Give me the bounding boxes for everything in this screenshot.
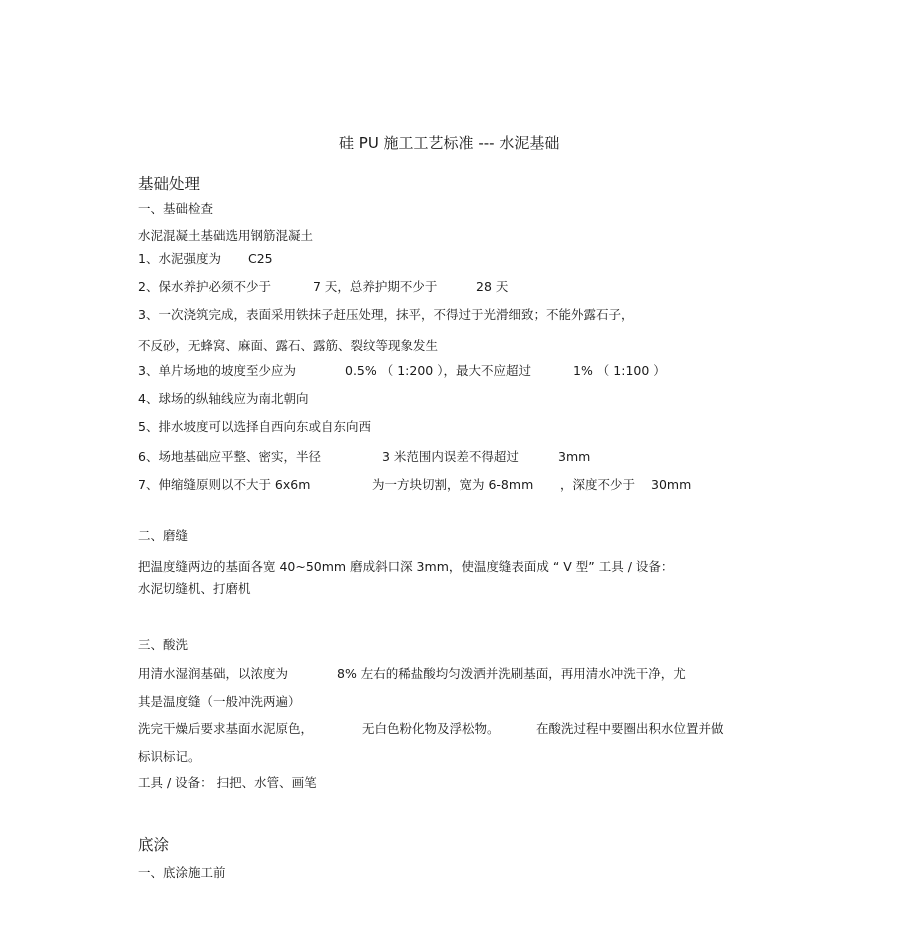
- paragraph: 把温度缝两边的基面各宽 40~50mm 磨成斜口深 3mm，使温度缝表面成 “ V 型” 工具 / 设备：: [138, 559, 674, 574]
- subheading-foundation-check: 一、基础检查: [138, 201, 214, 216]
- list-item: 3、一次浇筑完成，表面采用铁抹子赶压处理，抹平，不得过于光滑细致；不能外露石子，: [138, 307, 634, 322]
- list-item-value: ，深度不少于: [560, 477, 636, 492]
- list-item-value: 30mm: [651, 477, 692, 492]
- list-item-continuation: 不反砂，无蜂窝、麻面、露石、露筋、裂纹等现象发生: [138, 338, 439, 353]
- paragraph: 水泥切缝机、打磨机: [138, 581, 251, 596]
- paragraph: 无白色粉化物及浮松物。: [362, 721, 500, 736]
- list-item-value: 0.5% （ 1:200 ），最大不应超过: [345, 363, 531, 378]
- section-heading-foundation: 基础处理: [138, 175, 201, 193]
- list-item-value: 3 米范围内误差不得超过: [382, 449, 519, 464]
- paragraph: 其是温度缝（一般冲洗两遍）: [138, 694, 301, 709]
- subheading-primer-before: 一、底涂施工前: [138, 865, 226, 880]
- list-item-value: 7 天，总养护期不少于: [313, 279, 438, 294]
- list-item: 4、球场的纵轴线应为南北朝向: [138, 391, 309, 406]
- list-item: 6、场地基础应平整、密实，半径: [138, 449, 321, 464]
- paragraph: 标识标记。: [138, 749, 201, 764]
- paragraph: 水泥混凝土基础选用钢筋混凝土: [138, 228, 314, 243]
- paragraph: 用清水湿润基础，以浓度为: [138, 666, 289, 681]
- list-item: 5、排水坡度可以选择自西向东或自东向西: [138, 419, 371, 434]
- paragraph: 在酸洗过程中要圈出积水位置并做: [536, 721, 724, 736]
- list-item: 3、单片场地的坡度至少应为: [138, 363, 296, 378]
- section-heading-primer: 底涂: [138, 836, 170, 854]
- paragraph: 工具 / 设备： 扫把、水管、画笔: [138, 775, 317, 790]
- list-item: 1、水泥强度为: [138, 251, 221, 266]
- document-title: 硅 PU 施工工艺标准 --- 水泥基础: [339, 134, 560, 152]
- list-item-value: 28 天: [476, 279, 509, 294]
- paragraph: 8% 左右的稀盐酸均匀泼洒并洗刷基面，再用清水冲洗干净，尤: [337, 666, 686, 681]
- list-item-value: 1% （ 1:100 ）: [573, 363, 666, 378]
- list-item-value: C25: [248, 251, 273, 266]
- list-item: 7、伸缩缝原则以不大于 6x6m: [138, 477, 311, 492]
- section-heading-grinding: 二、磨缝: [138, 528, 189, 543]
- paragraph: 洗完干燥后要求基面水泥原色，: [138, 721, 314, 736]
- list-item: 2、保水养护必须不少于: [138, 279, 271, 294]
- list-item-value: 为一方块切割，宽为 6-8mm: [372, 477, 534, 492]
- section-heading-acid-wash: 三、酸洗: [138, 637, 189, 652]
- list-item-value: 3mm: [558, 449, 591, 464]
